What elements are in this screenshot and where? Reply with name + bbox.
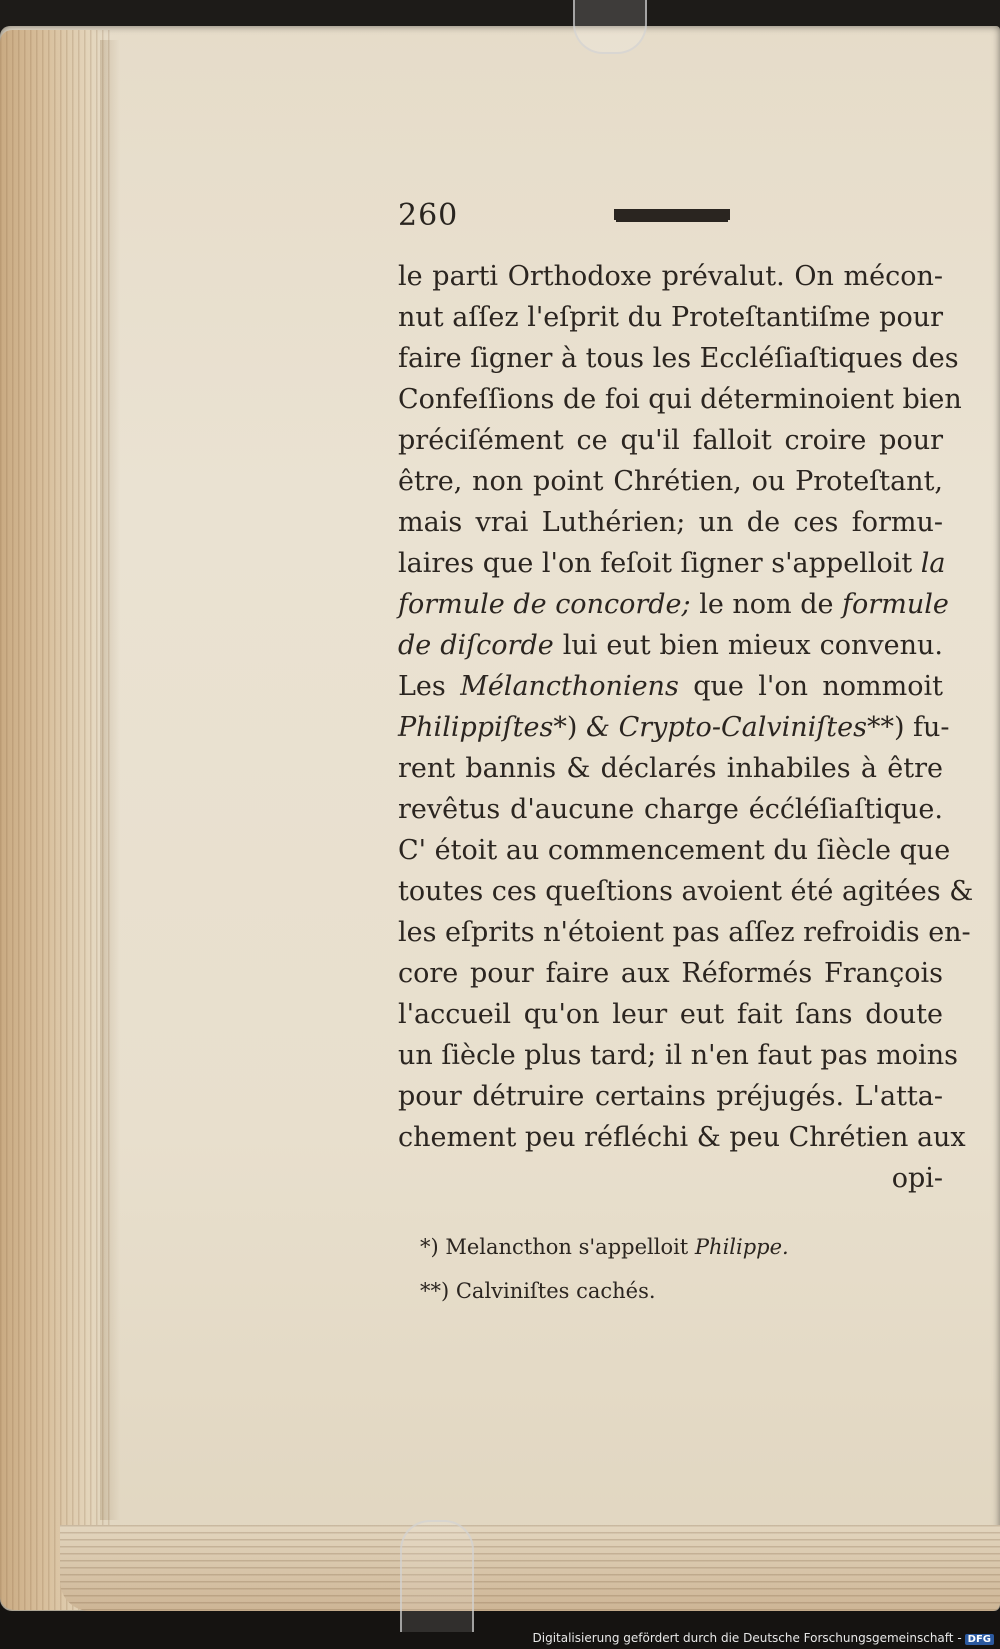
text-line: préciſément ce qu'il falloit croire pour	[398, 425, 943, 456]
page-gutter-shadow	[100, 40, 120, 1520]
text-line: toutes ces queſtions avoient été agitées &	[398, 876, 974, 907]
text-line: rent bannis & déclarés inhabiles à être	[398, 753, 943, 784]
text-line: Les Mélancthoniens que l'on nommoit	[398, 671, 943, 702]
page-edges-left	[0, 30, 110, 1610]
page-edges-bottom	[60, 1525, 1000, 1611]
text-line: nut aſſez l'eſprit du Proteſtantiſme pour	[398, 302, 943, 333]
dfg-logo: DFG	[965, 1634, 994, 1645]
credit-text: Digitalisierung gefördert durch die Deutsche Forschungsgemeinschaft -	[532, 1631, 962, 1645]
text-line: formule de concorde; le nom de formule	[398, 589, 949, 620]
body-text	[398, 256, 974, 1199]
header-rule	[614, 209, 730, 220]
footnote: **) Calviniſtes cachés.	[420, 1279, 656, 1303]
text-line: laires que l'on feſoit ſigner s'appelloit la	[398, 548, 946, 579]
footnotes	[420, 1225, 900, 1313]
text-line: revêtus d'aucune charge écćléſiaſtique.	[398, 794, 943, 825]
text-line: un ſiècle plus tard; il n'en faut pas moins	[398, 1040, 958, 1071]
text-line: Confeſſions de foi qui déterminoient bien	[398, 384, 962, 415]
text-line: le parti Orthodoxe prévalut. On mécon-	[398, 261, 943, 292]
text-line: Philippiſtes*) & Crypto-Calviniſtes**) fu-	[398, 712, 950, 743]
text-line: chement peu réfléchi & peu Chrétien aux	[398, 1122, 966, 1153]
text-line: l'accueil qu'on leur eut fait ſans doute	[398, 999, 943, 1030]
footnote: *) Melancthon s'appelloit Philippe.	[420, 1235, 789, 1259]
running-header	[398, 198, 938, 238]
text-line: C' étoit au commencement du ſiècle que	[398, 835, 951, 866]
text-line: faire ſigner à tous les Eccléſiaſtiques des	[398, 343, 959, 374]
text-line: être, non point Chrétien, ou Proteſtant,	[398, 466, 943, 497]
text-line: de diſcorde lui eut bien mieux convenu.	[398, 630, 943, 661]
text-line: pour détruire certains préjugés. L'atta-	[398, 1081, 943, 1112]
text-line: core pour faire aux Réformés François	[398, 958, 943, 989]
page-clip-bottom	[400, 1520, 474, 1632]
page-clip-top	[573, 0, 647, 54]
page-number: 260	[398, 198, 459, 233]
text-line: mais vrai Luthérien; un de ces formu-	[398, 507, 943, 538]
text-line: les eſprits n'étoient pas aſſez refroidis en-	[398, 917, 971, 948]
digitization-credit	[533, 1631, 995, 1645]
catchword: opi-	[891, 1163, 943, 1194]
